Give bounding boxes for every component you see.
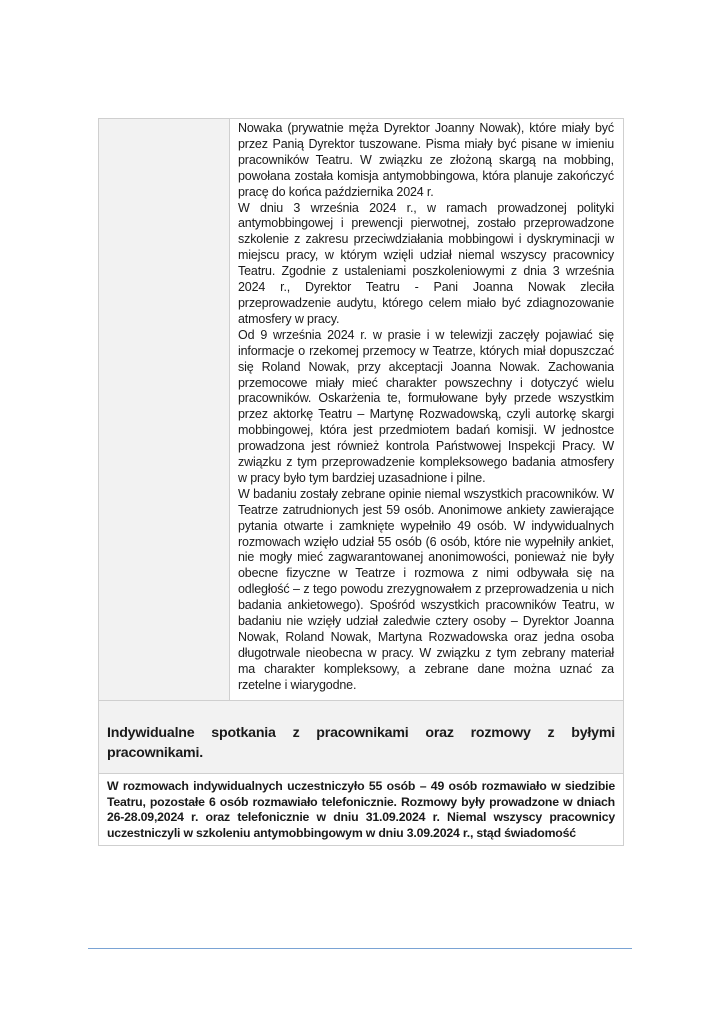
report-table	[98, 118, 624, 846]
paragraph-4: W badaniu zostały zebrane opinie niemal wszystkich pracowników. W Teatrze zatrudnionych jest 59 osób. Anonimowe ankiety zawierające pytania otwarte i zamknięte wypełniło 49 osób. W indywidualnych rozmowach wzięło udział 55 osób (6 osób, które nie wypełniły ankiet, nie mogły mieć zagwarantowanej anonimowości, ponieważ nie były obecne fizyczne w Teatrze i rozmowa z nimi odbywała się na odległość – z tego powodu zrezygnowałem z przeprowadzenia u nich badania ankietowego). Spośród wszystkich pracowników Teatru, w badaniu nie wzięły udział zaledwie cztery osoby – Dyrektor Joanna Nowak, Roland Nowak, Martyna Rozwadowska oraz jedna osoba długotrwale nieobecna w pracy. W związku z tym zebrany materiał ma charakter kompleksowy, a zebrane dane można uznać za rzetelne i wiarygodne.	[238, 486, 614, 692]
content-row	[99, 119, 624, 701]
content-cell	[230, 119, 624, 701]
paragraph-1: Nowaka (prywatnie męża Dyrektor Joanny Nowak), które miały być przez Panią Dyrektor tuszowane. Pisma miały być pisane w imieniu pracowników Teatru. W związku ze złożoną skargą na mobbing, powołana została komisja antymobbingowa, która planuje zakończyć pracę do końca października 2024 r.	[238, 121, 614, 199]
section-heading: Indywidualne spotkania z pracownikami oraz rozmowy z byłymi pracownikami.	[107, 724, 615, 761]
footer-divider	[88, 948, 632, 949]
section-body-cell	[99, 773, 624, 845]
section-body-text: W rozmowach indywidualnych uczestniczyło 55 osób – 49 osób rozmawiało w siedzibie Teatru, pozostałe 6 osób rozmawiało telefonicznie. Rozmowy były prowadzone w dniach 26-28.09,2024 r. oraz telefonicznie w dniu 31.09.2024 r. Niemal wszyscy pracownicy uczestniczyli w szkoleniu antymobbingowym w dniu 3.09.2024 r., stąd świadomość	[107, 778, 615, 841]
paragraph-3: Od 9 września 2024 r. w prasie i w telewizji zaczęły pojawiać się informacje o rzekomej przemocy w Teatrze, których miał dopuszczać się Roland Nowak, przy akceptacji Joanna Nowak. Zachowania przemocowe miały mieć charakter powszechny i dotyczyć wielu pracowników. Oskarżenia te, formułowane były przede wszystkim przez aktorkę Teatru – Martynę Rozwadowską, czyli autorkę skargi mobbingowej, która jest przedmiotem badań komisji. W jednostce prowadzona jest również kontrola Państwowej Inspekcji Pracy. W związku z tym przeprowadzenie kompleksowego badania atmosfery w pracy było tym bardziej uzasadnione i pilne.	[238, 327, 614, 485]
paragraph-2: W dniu 3 września 2024 r., w ramach prowadzonej polityki antymobbingowej i prewencji pierwotnej, zostało przeprowadzone szkolenie z zakresu przeciwdziałania mobbingowi i dyskryminacji w miejscu pracy, w którym wzięli udział niemal wszyscy pracownicy Teatru. Zgodnie z ustaleniami poszkoleniowymi z dnia 3 września 2024 r., Dyrektor Teatru - Pani Joanna Nowak zleciła przeprowadzenie audytu, którego celem miało być zdiagnozowanie atmosfery w pracy.	[238, 200, 614, 326]
section-heading-cell	[99, 700, 624, 773]
label-cell	[99, 119, 230, 701]
section-heading-row	[99, 700, 624, 773]
section-body-row	[99, 773, 624, 845]
